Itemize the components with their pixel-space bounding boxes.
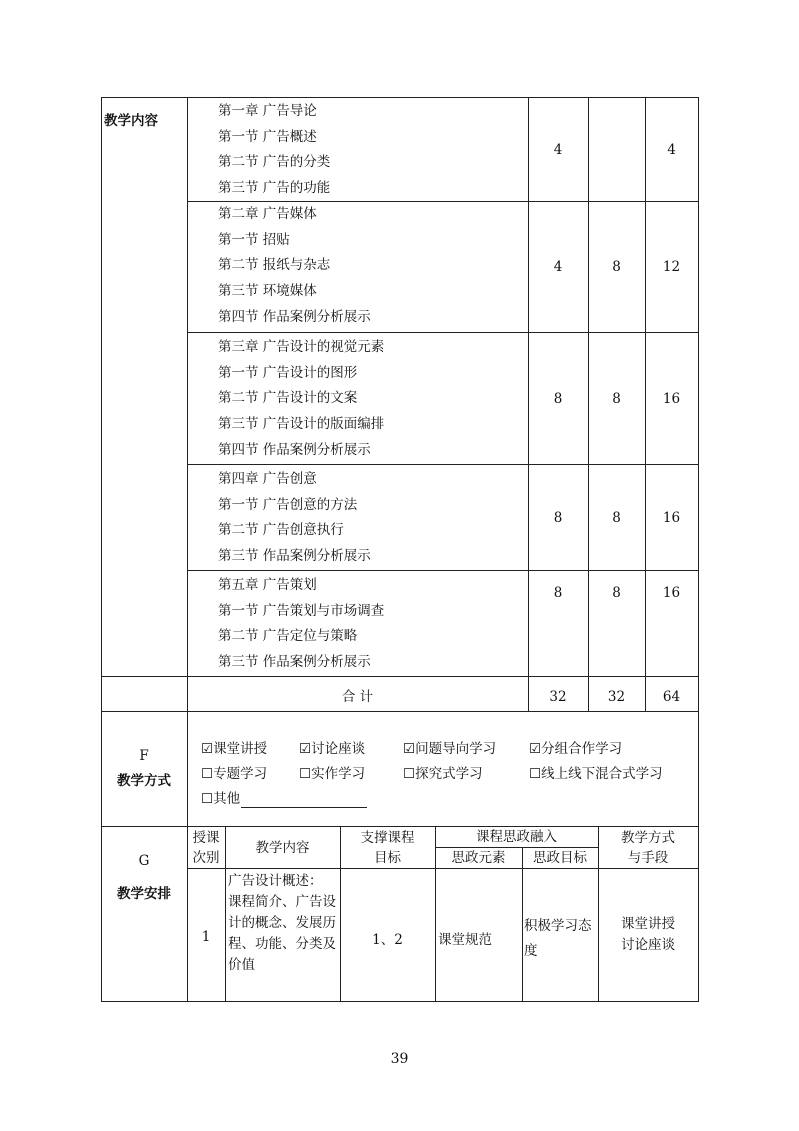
method-checkbox-blended[interactable]: ☐线上线下混合式学习 [529, 766, 663, 782]
header-method-1: 教学方式 [621, 830, 675, 846]
chapter-line: 第一节 广告创意的方法 [218, 496, 358, 513]
row-1-goal [524, 914, 592, 964]
chapter-line: 第二节 广告的分类 [218, 154, 331, 171]
content-line: 价值 [228, 957, 255, 973]
header-method-2: 与手段 [627, 850, 669, 866]
chapter-4-theory: 8 [553, 510, 563, 526]
header-objective-1: 支撑课程 [360, 830, 415, 846]
content-line: 课程简介、广告设 [228, 894, 336, 910]
chapter-2-theory: 4 [553, 259, 563, 275]
content-line: 计的概念、发展历 [228, 915, 336, 931]
section-f-label: 教学方式 [117, 773, 171, 789]
chapter-line: 第一节 招贴 [218, 231, 290, 248]
chapter-4-lines [218, 467, 371, 570]
chapter-line: 第二节 广告创意执行 [218, 522, 344, 539]
chapter-5-theory: 8 [553, 585, 563, 601]
chapter-line: 第四节 作品案例分析展示 [218, 308, 371, 325]
header-session-2: 次别 [192, 850, 220, 866]
chapter-1-total: 4 [667, 142, 676, 158]
header-ideology: 课程思政融入 [476, 829, 557, 845]
chapter-line: 第三节 作品案例分析展示 [218, 548, 371, 565]
chapter-3-total: 16 [662, 391, 681, 407]
header-objective-2: 目标 [374, 850, 401, 866]
method-line: 讨论座谈 [621, 937, 675, 953]
chapter-3-theory: 8 [553, 391, 563, 407]
goal-line: 度 [524, 943, 538, 959]
chapter-1-theory: 4 [553, 142, 563, 158]
header-element: 思政元素 [451, 850, 506, 866]
chapter-line: 第二章 广告媒体 [218, 206, 317, 222]
content-line: 程、功能、分类及 [228, 936, 336, 952]
total-total: 64 [662, 689, 681, 705]
row-1-objective: 1、2 [372, 932, 403, 948]
method-checkbox-topic-study[interactable]: ☐专题学习 [201, 766, 268, 782]
method-checkbox-lecture[interactable]: ☑课堂讲授 [201, 741, 268, 757]
chapter-line: 第四节 作品案例分析展示 [218, 441, 371, 458]
chapter-1-lines [218, 99, 330, 202]
page-number: 39 [390, 1051, 409, 1067]
row-1-method [598, 914, 698, 956]
chapter-line: 第一节 广告概述 [218, 128, 317, 145]
total-practice: 32 [607, 689, 626, 705]
method-checkbox-inquiry[interactable]: ☐探究式学习 [403, 766, 483, 782]
chapter-line: 第三节 广告设计的版面编排 [218, 416, 385, 433]
section-g-label: 教学安排 [117, 886, 171, 902]
method-line: 课堂讲授 [621, 916, 675, 932]
chapter-3-practice: 8 [612, 391, 621, 407]
total-theory: 32 [549, 689, 567, 705]
section-f-letter: F [139, 748, 149, 764]
goal-line: 积极学习态 [524, 918, 592, 934]
chapter-line: 第一节 广告设计的图形 [218, 364, 358, 381]
chapter-5-practice: 8 [612, 585, 621, 601]
chapter-line: 第三章 广告设计的视觉元素 [218, 339, 385, 355]
section-e-label: 教学内容 [104, 113, 158, 129]
chapter-line: 第三节 环境媒体 [218, 283, 317, 300]
row-1-content [228, 871, 336, 976]
chapter-line: 第三节 作品案例分析展示 [218, 654, 371, 671]
section-g-letter: G [138, 853, 150, 869]
chapter-5-total: 16 [662, 585, 681, 601]
chapter-line: 第五章 广告策划 [218, 577, 317, 593]
chapter-5-lines [218, 573, 384, 676]
header-content: 教学内容 [255, 840, 310, 856]
total-label: 合 计 [341, 689, 374, 705]
chapter-line: 第四章 广告创意 [218, 471, 317, 487]
method-checkbox-practical[interactable]: ☐实作学习 [299, 766, 366, 782]
method-other-label: ☐其他 [201, 791, 241, 807]
method-checkbox-problem-based[interactable]: ☑问题导向学习 [403, 741, 497, 757]
chapter-line: 第三节 广告的功能 [218, 180, 331, 197]
chapter-4-practice: 8 [612, 510, 621, 526]
chapter-2-total: 12 [662, 259, 681, 275]
other-fill-line[interactable] [241, 793, 367, 808]
chapter-4-total: 16 [662, 510, 681, 526]
chapter-line: 第一章 广告导论 [218, 103, 317, 119]
method-checkbox-group-work[interactable]: ☑分组合作学习 [529, 741, 623, 757]
method-checkbox-other[interactable] [201, 790, 367, 808]
row-1-session: 1 [201, 929, 211, 945]
chapter-3-lines [218, 335, 384, 463]
chapter-line: 第二节 广告定位与策略 [218, 628, 358, 645]
content-line: 广告设计概述： [228, 873, 323, 889]
chapter-line: 第二节 报纸与杂志 [218, 257, 331, 274]
header-session-1: 授课 [192, 830, 220, 846]
header-goal: 思政目标 [533, 850, 587, 866]
chapter-line: 第二节 广告设计的文案 [218, 390, 358, 407]
row-1-element: 课堂规范 [438, 932, 492, 948]
chapter-line: 第一节 广告策划与市场调查 [218, 602, 385, 619]
chapter-2-lines [218, 202, 371, 330]
chapter-2-practice: 8 [612, 259, 621, 275]
method-checkbox-discussion[interactable]: ☑讨论座谈 [299, 741, 366, 757]
